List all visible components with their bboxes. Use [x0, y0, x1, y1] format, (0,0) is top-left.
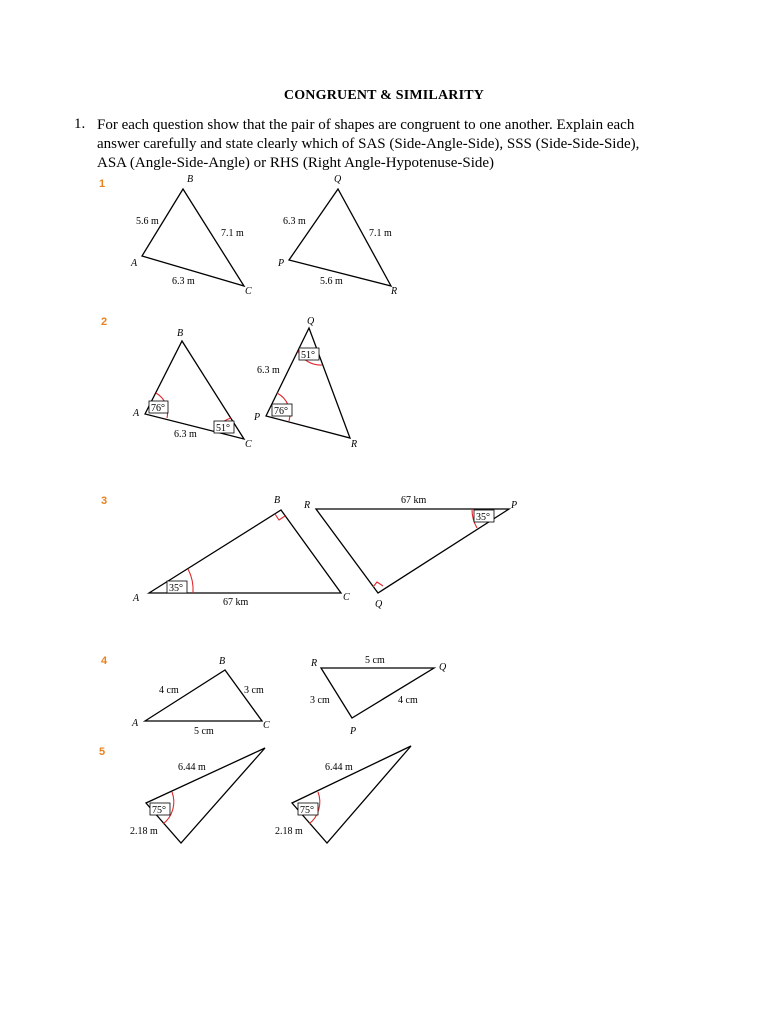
side-length: 3 cm [244, 685, 264, 696]
triangle-left [130, 748, 265, 843]
angle-label: 51° [301, 350, 315, 361]
side-length: 6.44 m [178, 762, 206, 773]
triangle-shape [266, 328, 350, 438]
side-length: 6.3 m [172, 276, 195, 287]
vertex-label: R [351, 439, 358, 450]
vertex-label: C [343, 592, 350, 603]
triangle-abc [130, 174, 252, 297]
side-length: 67 km [223, 597, 249, 608]
vertex-label: P [511, 500, 518, 511]
problem-4 [101, 655, 447, 737]
side-length: 2.18 m [275, 826, 303, 837]
triangle-pqr [253, 316, 357, 450]
triangle-shape [149, 510, 341, 593]
angle-label: 76° [151, 403, 165, 414]
vertex-label: R [304, 500, 311, 511]
vertex-label: P [350, 726, 357, 737]
vertex-label: B [187, 174, 194, 185]
vertex-label: C [245, 286, 252, 297]
vertex-label: Q [439, 662, 447, 673]
side-length: 5 cm [365, 655, 385, 666]
vertex-label: C [263, 720, 270, 731]
vertex-label: A [133, 408, 140, 419]
vertex-label: B [274, 495, 281, 506]
problem-number: 1 [99, 178, 106, 190]
side-length: 67 km [401, 495, 427, 506]
side-length: 4 cm [159, 685, 179, 696]
side-length: 4 cm [398, 695, 418, 706]
vertex-label: B [219, 656, 226, 667]
triangle-abc [131, 656, 270, 737]
side-length: 6.44 m [325, 762, 353, 773]
vertex-label: R [311, 658, 318, 669]
angle-label: 76° [274, 406, 288, 417]
triangle-pqr [277, 174, 397, 297]
problem-number: 2 [101, 316, 108, 328]
vertex-label: Q [375, 599, 383, 610]
side-length: 7.1 m [221, 228, 244, 239]
instruction-line: For each question show that the pair of shapes are congruent to one another. Explain each [97, 117, 635, 133]
side-length: 2.18 m [130, 826, 158, 837]
vertex-label: A [131, 258, 138, 269]
problem-2 [101, 316, 357, 450]
vertex-label: P [254, 412, 261, 423]
side-length: 5.6 m [136, 216, 159, 227]
angle-label: 75° [300, 805, 314, 816]
angle-label: 51° [216, 423, 230, 434]
side-length: 5 cm [194, 726, 214, 737]
question-number: 1. [74, 116, 86, 132]
triangle-shape [292, 746, 411, 843]
triangle-rqp [310, 655, 447, 737]
right-angle-mark [275, 514, 285, 520]
problem-number: 5 [99, 746, 106, 758]
problem-number: 3 [101, 495, 108, 507]
vertex-label: A [133, 593, 140, 604]
vertex-label: Q [307, 316, 315, 327]
vertex-label: Q [334, 174, 342, 185]
problem-number: 4 [101, 655, 108, 667]
side-length: 5.6 m [320, 276, 343, 287]
vertex-label: C [245, 439, 252, 450]
side-length: 6.3 m [174, 429, 197, 440]
side-length: 6.3 m [257, 365, 280, 376]
page-title: CONGRUENT & SIMILARITY [283, 88, 485, 103]
angle-label: 35° [169, 583, 183, 594]
angle-arc [188, 569, 193, 593]
side-length: 6.3 m [283, 216, 306, 227]
right-angle-mark [373, 582, 383, 587]
side-length: 7.1 m [369, 228, 392, 239]
angle-label: 75° [152, 805, 166, 816]
vertex-label: P [278, 258, 285, 269]
problem-3 [101, 495, 517, 610]
triangle-shape [321, 668, 434, 718]
vertex-label: B [177, 328, 184, 339]
problem-5 [99, 746, 411, 843]
angle-label: 35° [476, 512, 490, 523]
problem-1 [99, 174, 397, 297]
triangle-abc [132, 495, 350, 608]
vertex-label: R [391, 286, 398, 297]
side-length: 3 cm [310, 695, 330, 706]
triangle-right [275, 746, 411, 843]
triangle-abc [132, 328, 252, 450]
instruction-line: ASA (Angle-Side-Angle) or RHS (Right Angle-Hypotenuse-Side) [97, 155, 495, 171]
vertex-label: A [132, 718, 139, 729]
instruction-line: answer carefully and state clearly which of SAS (Side-Angle-Side), SSS (Side-Side-Side), [97, 136, 640, 152]
